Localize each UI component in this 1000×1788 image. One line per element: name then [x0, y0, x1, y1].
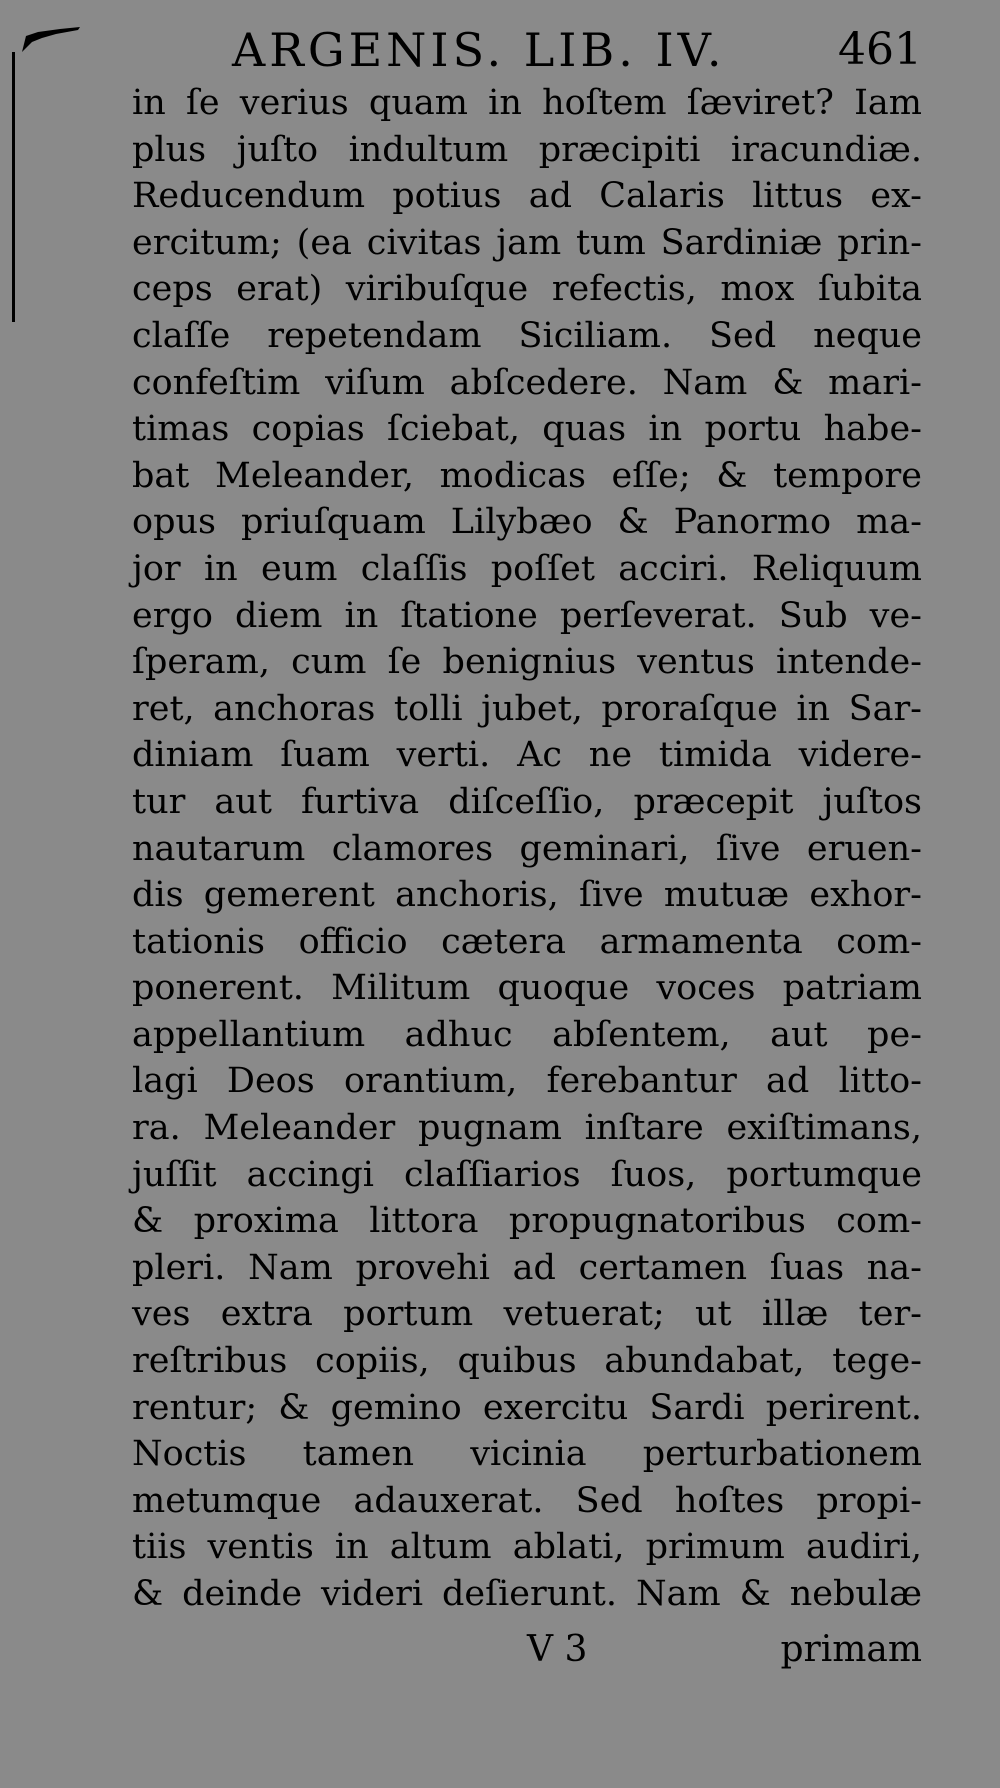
- text-line: & deinde videri deſierunt. Nam & nebulæ: [132, 1574, 922, 1614]
- signature-mark: V 3: [527, 1629, 588, 1670]
- margin-rule-line: [12, 52, 15, 322]
- text-line: ercitum; (ea civitas jam tum Sardiniæ prin-: [132, 222, 922, 263]
- text-line: ra. Meleander pugnam inſtare exiſtimans,: [132, 1108, 922, 1149]
- text-line: claſſe repetendam Siciliam. Sed neque: [132, 315, 922, 356]
- text-line: Reducendum potius ad Calaris littus ex-: [132, 176, 922, 217]
- text-line: opus priuſquam Lilybæo & Panormo ma-: [132, 502, 922, 543]
- text-line: Noctis tamen vicinia perturbationem: [132, 1434, 922, 1475]
- text-line: timas copias ſciebat, quas in portu habe-: [132, 409, 922, 450]
- text-line: pleri. Nam provehi ad certamen ſuas na-: [132, 1247, 922, 1288]
- text-line: & proxima littora propugnatoribus com-: [132, 1201, 922, 1242]
- ink-blot-mark: [20, 26, 82, 54]
- text-line: dis gemerent anchoris, ſive mutuæ exhor-: [132, 875, 922, 916]
- text-line: reſtribus copiis, quibus abundabat, tege-: [132, 1341, 922, 1382]
- page-number: 461: [838, 24, 922, 75]
- page-footer: [132, 1622, 922, 1678]
- text-line: diniam ſuam verti. Ac ne timida videre-: [132, 735, 922, 776]
- catchword: primam: [780, 1629, 922, 1670]
- text-line: metumque adauxerat. Sed hoſtes propi-: [132, 1480, 922, 1521]
- text-line: bat Meleander, modicas eſſe; & tempore: [132, 455, 922, 496]
- body-text: [132, 80, 922, 1618]
- text-line: confeſtim viſum abſcedere. Nam & mari-: [132, 362, 922, 403]
- text-line: ves extra portum vetuerat; ut illæ ter-: [132, 1294, 922, 1335]
- text-line: rentur; & gemino exercitu Sardi perirent.: [132, 1387, 922, 1428]
- text-line: nautarum clamores geminari, ſive eruen-: [132, 828, 922, 869]
- text-line: tationis officio cætera armamenta com-: [132, 921, 922, 962]
- text-line: ſperam, cum ſe benignius ventus intende-: [132, 642, 922, 683]
- text-line: tiis ventis in altum ablati, primum audiri,: [132, 1527, 922, 1568]
- text-line: ret, anchoras tolli jubet, proraſque in Sar-: [132, 688, 922, 729]
- text-line: jor in eum claſſis poſſet acciri. Reliquum: [132, 548, 922, 589]
- text-line: appellantium adhuc abſentem, aut pe-: [132, 1014, 922, 1055]
- text-line: juſſit accingi claſſiarios ſuos, portumque: [132, 1154, 922, 1195]
- running-head: ARGENIS. LIB. IV.: [232, 23, 726, 77]
- text-line: in ſe verius quam in hoſtem ſæviret? Iam: [132, 83, 922, 123]
- text-line: ergo diem in ſtatione perſeverat. Sub ve-: [132, 595, 922, 636]
- text-line: plus juſto indultum præcipiti iracundiæ.: [132, 129, 922, 170]
- text-line: tur aut furtiva diſceſſio, præcepit juſtos: [132, 781, 922, 822]
- page-header: [132, 22, 922, 78]
- text-line: ponerent. Militum quoque voces patriam: [132, 968, 922, 1009]
- text-line: ceps erat) viribuſque refectis, mox ſubita: [132, 269, 922, 310]
- text-line: lagi Deos orantium, ferebantur ad litto-: [132, 1061, 922, 1102]
